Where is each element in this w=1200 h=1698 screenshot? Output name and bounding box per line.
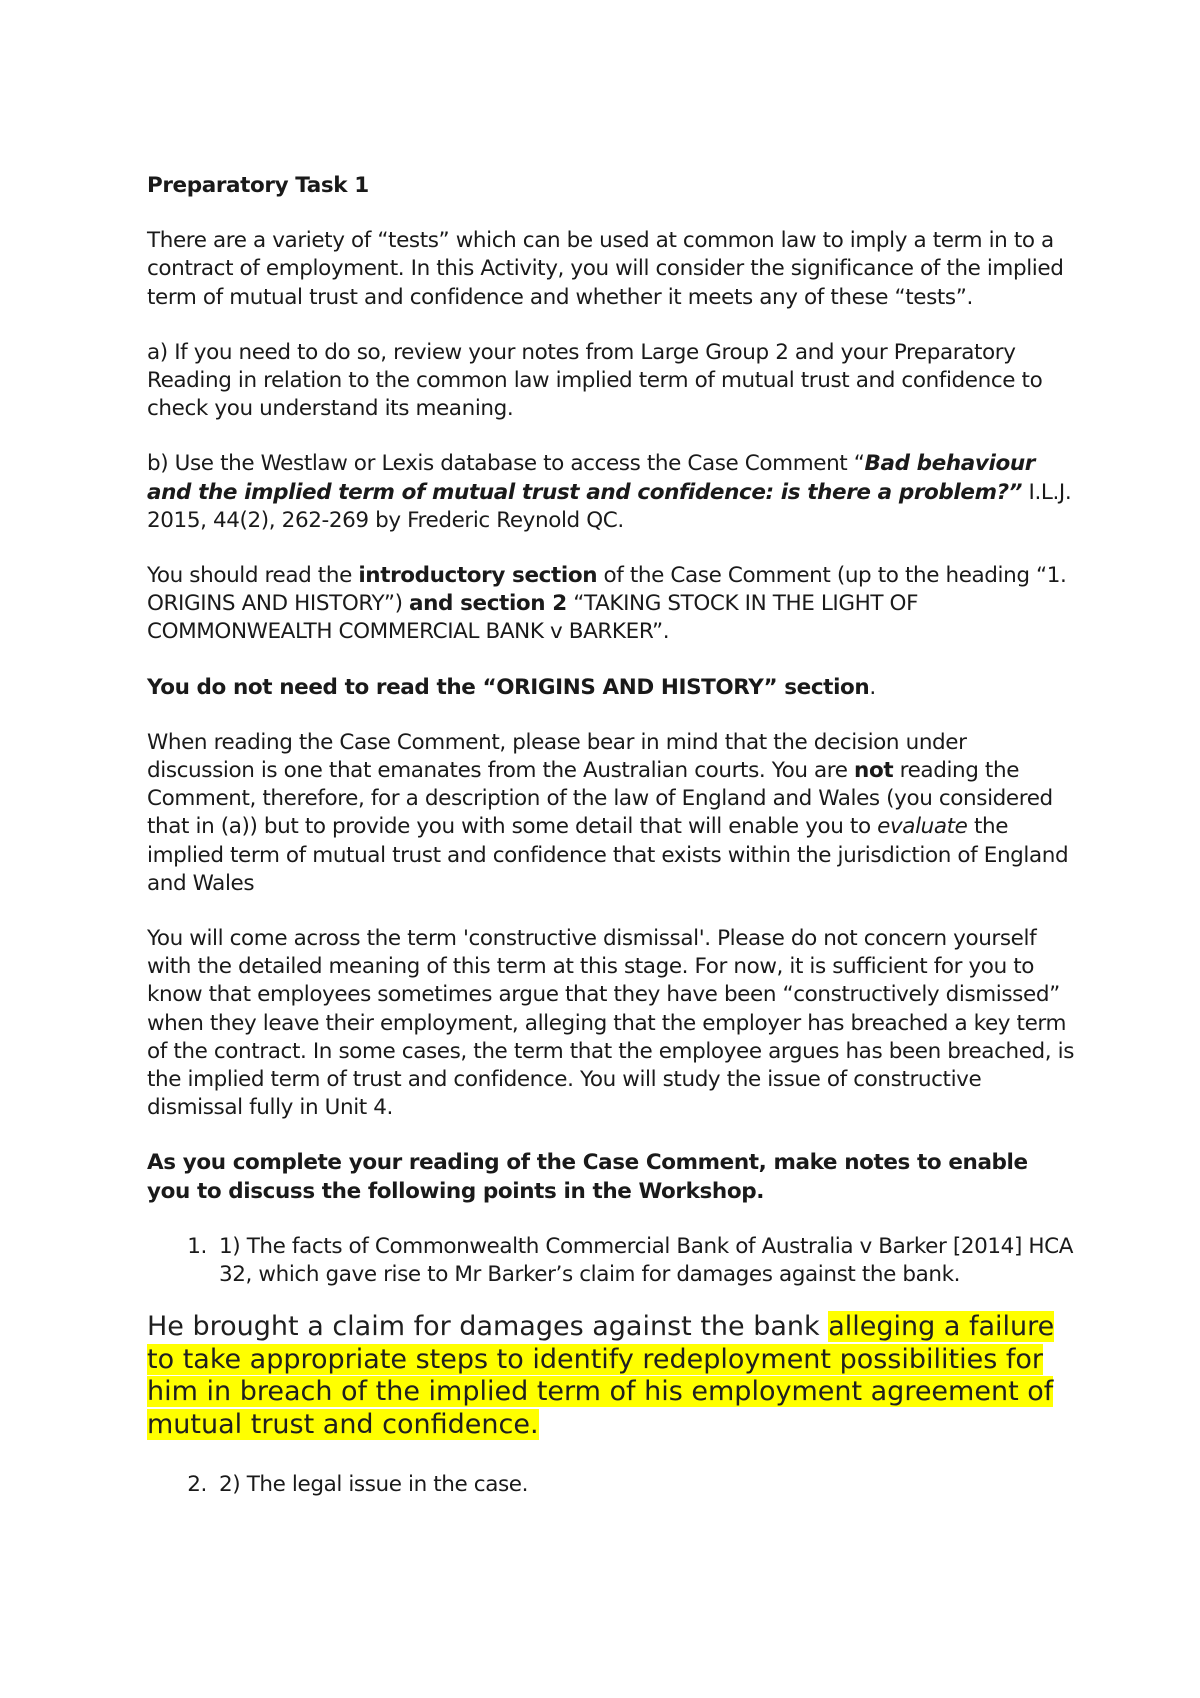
when-bold-not: not [854, 758, 894, 784]
when-text-3: the implied term of mutual trust and confidence that exists within the jurisdiction of England and Wales [147, 814, 1069, 896]
no-need-end: . [869, 674, 876, 700]
discussion-points-list [147, 1233, 1077, 1500]
document-body [147, 172, 1077, 1522]
reading-text-2: of the Case Comment (up to the heading “1. ORIGINS AND HISTORY”) [147, 563, 1067, 617]
when-reading-paragraph [147, 729, 1077, 898]
paragraph-a: a) If you need to do so, review your notes from Large Group 2 and your Preparatory Reading in relation to the common law implied term of mutual trust and confidence to check you understand its meaning. [147, 339, 1043, 422]
notes-instruction: As you complete your reading of the Case Comment, make notes to enable you to discuss the following points in the Workshop. [147, 1150, 1028, 1204]
constructive-dismissal-paragraph: You will come across the term 'constructive dismissal'. Please do not concern yourself with the detailed meaning of this term at this stage. For now, it is sufficient for you to know that employees sometimes argue that they have been “constructively dismissed” when they leave their employment, alleging that the employer has breached a key term of the contract. In some cases, the term that the employee argues has been breached, is the implied term of trust and confidence. You will study the issue of constructive dismissal fully in Unit 4. [147, 926, 1075, 1121]
student-answer [147, 1311, 1077, 1441]
reading-instruction-paragraph [147, 562, 1077, 647]
case-comment-title: Bad behaviour and the implied term of mutual trust and confidence: is there a problem?” [147, 451, 1035, 505]
list-number: 2. [187, 1472, 207, 1498]
reading-text-1: You should read the [147, 563, 359, 589]
list-item [147, 1233, 1077, 1289]
list-text: 2) The legal issue in the case. [219, 1472, 529, 1498]
task-title: Preparatory Task 1 [147, 173, 369, 198]
when-italic-evaluate: evaluate [877, 814, 968, 840]
list-number: 1. [187, 1233, 207, 1259]
answer-highlighted: alleging a failure to take appropriate steps to identify redeployment possibilities for him in breach of the implied term of his employment agreement of mutual trust and confidence. [147, 1311, 1055, 1440]
list-item [147, 1471, 1077, 1499]
when-text-2: reading the Comment, therefore, for a description of the law of England and Wales (you considered that in (a)) but to provide you with some detail that will enable you to [147, 758, 1053, 840]
no-need-paragraph [147, 674, 1077, 702]
no-need-bold: You do not need to read the “ORIGINS AND HISTORY” section [147, 674, 870, 700]
paragraph-b-citation: I.L.J. 2015, 44(2), 262-269 by Frederic Reynold QC. [147, 479, 1072, 533]
intro-paragraph: There are a variety of “tests” which can be used at common law to imply a term in to a contract of employment. In this Activity, you will consider the significance of the implied term of mutual trust and confidence and whether it meets any of these “tests”. [147, 228, 1064, 310]
list-text: 1) The facts of Commonwealth Commercial Bank of Australia v Barker [2014] HCA 32, which gave rise to Mr Barker’s claim for damages against the bank. [219, 1233, 1074, 1288]
answer-plain: He brought a claim for damages against the bank [147, 1311, 829, 1343]
when-text-1: When reading the Case Comment, please bear in mind that the decision under discussion is one that emanates from the Australian courts. You are [147, 729, 967, 784]
reading-bold-1: introductory section [358, 563, 598, 589]
paragraph-b [147, 450, 1077, 535]
reading-text-3: “TAKING STOCK IN THE LIGHT OF COMMONWEALTH COMMERCIAL BANK v BARKER”. [147, 591, 919, 645]
paragraph-b-pre: b) Use the Westlaw or Lexis database to access the Case Comment “ [147, 451, 865, 477]
reading-bold-2: and section 2 [409, 591, 567, 617]
